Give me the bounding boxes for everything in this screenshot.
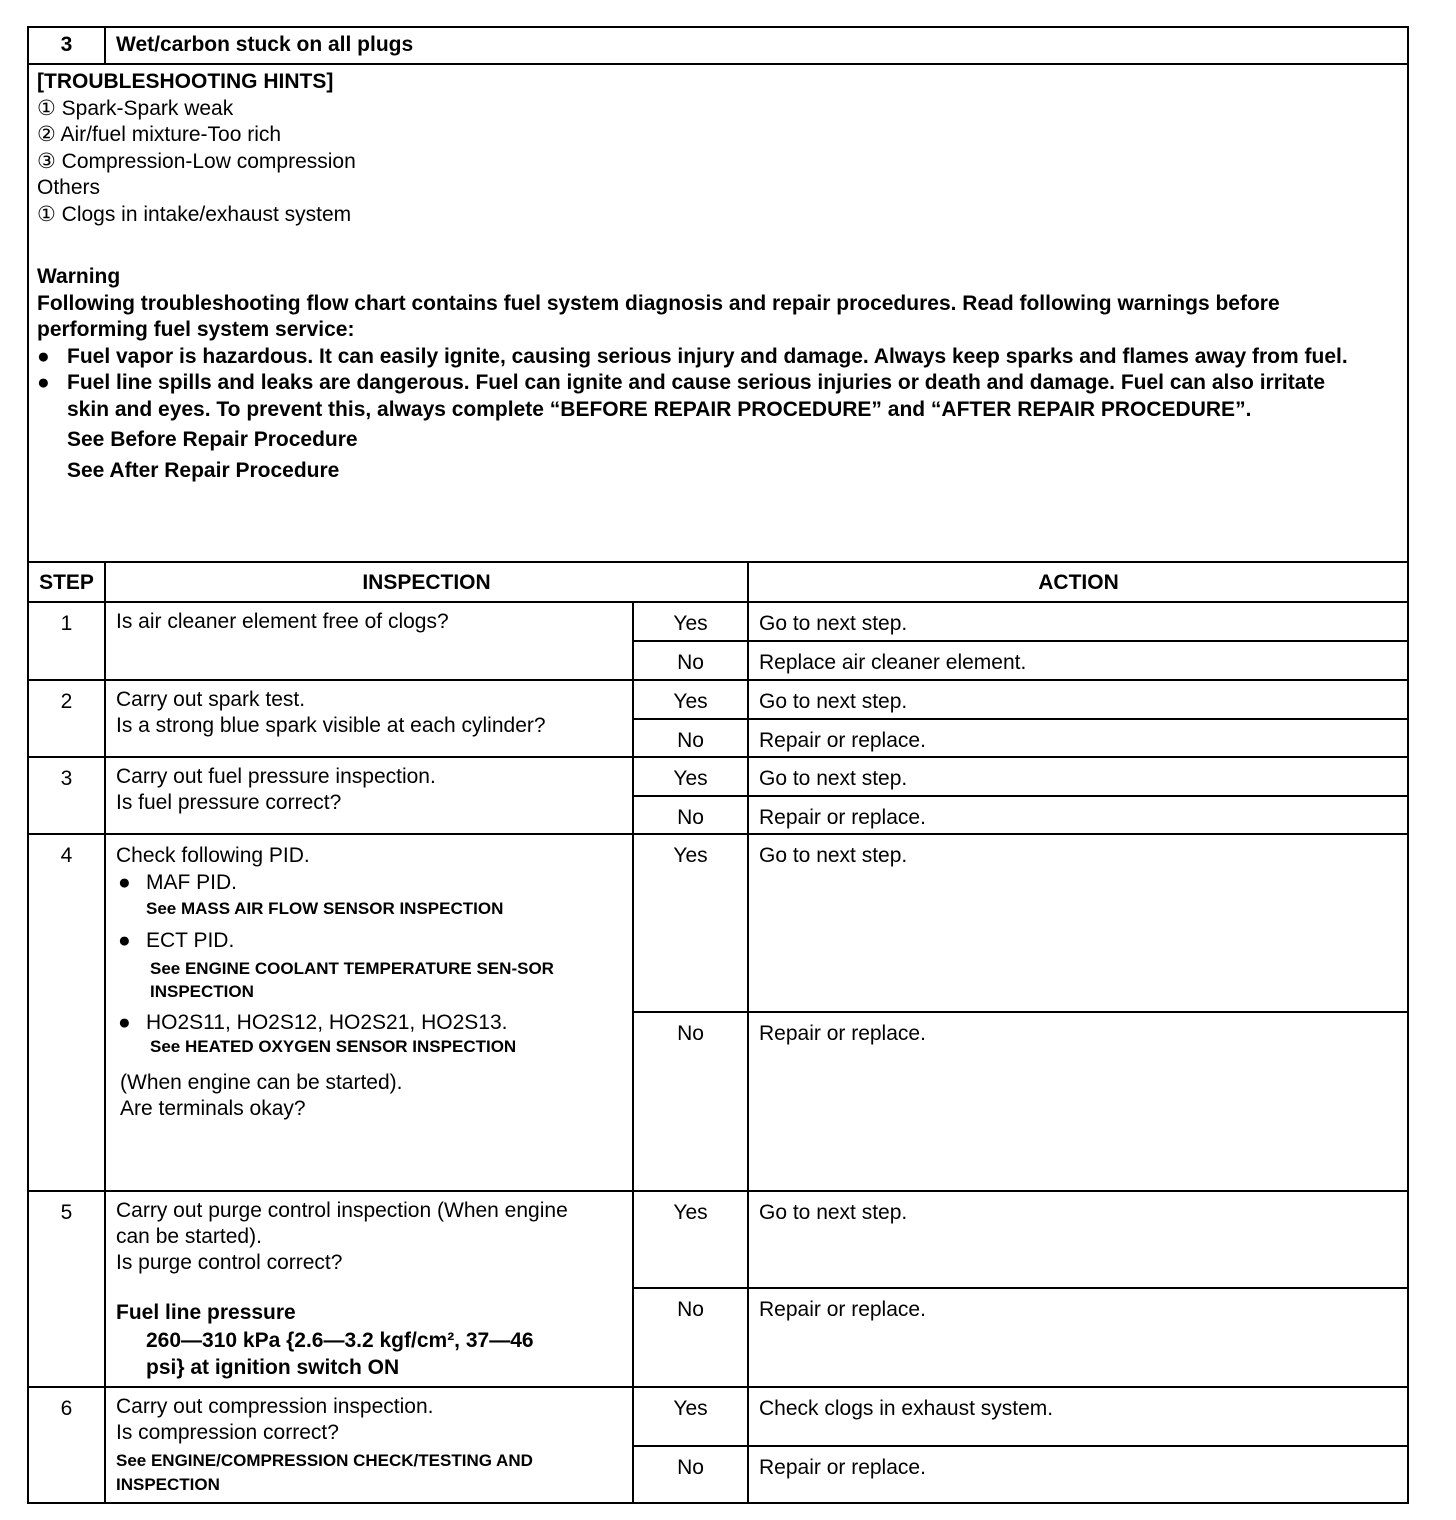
inspection-text: Carry out compression inspection. Is compression correct?: [116, 1395, 434, 1444]
step-number: 2: [60, 690, 73, 713]
action-no: Repair or replace.: [759, 1022, 926, 1045]
header-step: STEP: [39, 571, 94, 594]
warning-title: Warning: [37, 265, 121, 288]
hint-item: ② Air/fuel mixture-Too rich: [37, 123, 282, 146]
header-action: ACTION: [1038, 571, 1119, 594]
pid-bullet: ● ECT PID. See ENGINE COOLANT TEMPERATURE SEN-SOR INSPECTION: [118, 929, 618, 1003]
inspection-text: Carry out purge control inspection (When engine can be started). Is purge control correct?: [116, 1199, 568, 1274]
yes-label: Yes: [673, 767, 708, 790]
spec-value: 260—310 kPa {2.6—3.2 kgf/cm², 37—46 psi} at ignition switch ON: [146, 1329, 534, 1379]
section-number: 3: [60, 33, 73, 56]
inspection-text: Carry out spark test. Is a strong blue spark visible at each cylinder?: [116, 688, 546, 737]
step-number: 1: [60, 612, 73, 635]
inspection-text: Is air cleaner element free of clogs?: [116, 610, 449, 633]
action-yes: Go to next step.: [759, 844, 908, 867]
step-number: 3: [60, 767, 73, 790]
hint-item: ① Spark-Spark weak: [37, 96, 234, 120]
inspection-text: Carry out fuel pressure inspection. Is fuel pressure correct?: [116, 765, 436, 814]
hints-title: [TROUBLESHOOTING HINTS]: [37, 70, 334, 93]
no-label: No: [677, 1456, 704, 1479]
warning-bullet: ● Fuel vapor is hazardous. It can easily ignite, causing serious injury and damage. Always keep sparks and flames away from fuel.: [37, 344, 1348, 368]
yes-label: Yes: [673, 690, 708, 713]
action-yes: Go to next step.: [759, 1201, 908, 1224]
action-yes: Check clogs in exhaust system.: [759, 1397, 1054, 1420]
no-label: No: [677, 651, 704, 674]
others-label: Others: [37, 176, 101, 199]
inspection-text: Check following PID.: [116, 844, 310, 867]
step-number: 6: [60, 1397, 73, 1420]
pid-bullet: ● HO2S11, HO2S12, HO2S21, HO2S13. See HEATED OXYGEN SENSOR INSPECTION: [118, 1011, 628, 1057]
no-label: No: [677, 729, 704, 752]
spec-title: Fuel line pressure: [116, 1301, 296, 1324]
step-number: 4: [60, 844, 73, 867]
warning-bullet: ● Fuel line spills and leaks are dangerous. Fuel can ignite and cause serious injuries or death and damage. Fuel can also irritate skin and eyes. To prevent this, always complete “BEFORE REPAIR PROCEDURE” and “AFTER REPAIR PROCEDURE”.: [37, 371, 1326, 421]
yes-label: Yes: [673, 1201, 708, 1224]
yes-label: Yes: [673, 612, 708, 635]
see-link[interactable]: See ENGINE COOLANT TEMPERATURE SEN-SOR INSPECTION: [150, 959, 554, 1001]
no-label: No: [677, 806, 704, 829]
action-yes: Go to next step.: [759, 767, 908, 790]
pid-bullet: ● MAF PID. See MASS AIR FLOW SENSOR INSPECTION: [118, 871, 618, 919]
action-no: Repair or replace.: [759, 729, 926, 752]
yes-label: Yes: [673, 1397, 708, 1420]
before-repair-link[interactable]: See Before Repair Procedure: [67, 428, 358, 451]
see-link[interactable]: See ENGINE/COMPRESSION CHECK/TESTING AND INSPECTION: [116, 1451, 533, 1494]
action-yes: Go to next step.: [759, 690, 908, 713]
section-title: Wet/carbon stuck on all plugs: [116, 33, 414, 56]
hint-item: ③ Compression-Low compression: [37, 149, 356, 173]
action-no: Repair or replace.: [759, 1298, 926, 1321]
action-no: Replace air cleaner element.: [759, 651, 1027, 674]
see-link[interactable]: See HEATED OXYGEN SENSOR INSPECTION: [150, 1037, 517, 1056]
step-number: 5: [60, 1201, 73, 1224]
warning-intro: Following troubleshooting flow chart contains fuel system diagnosis and repair procedures. Read following warnings before performing fuel system service:: [37, 291, 1280, 341]
see-link[interactable]: See MASS AIR FLOW SENSOR INSPECTION: [146, 899, 504, 918]
hints-box: [37, 69, 1387, 484]
action-no: Repair or replace.: [759, 1456, 926, 1479]
inspection-text: (When engine can be started). Are terminals okay?: [120, 1071, 403, 1120]
other-item: ① Clogs in intake/exhaust system: [37, 202, 352, 226]
yes-label: Yes: [673, 844, 708, 867]
action-yes: Go to next step.: [759, 612, 908, 635]
no-label: No: [677, 1298, 704, 1321]
action-no: Repair or replace.: [759, 806, 926, 829]
after-repair-link[interactable]: See After Repair Procedure: [67, 458, 340, 482]
no-label: No: [677, 1022, 704, 1045]
header-inspection: INSPECTION: [362, 571, 491, 594]
